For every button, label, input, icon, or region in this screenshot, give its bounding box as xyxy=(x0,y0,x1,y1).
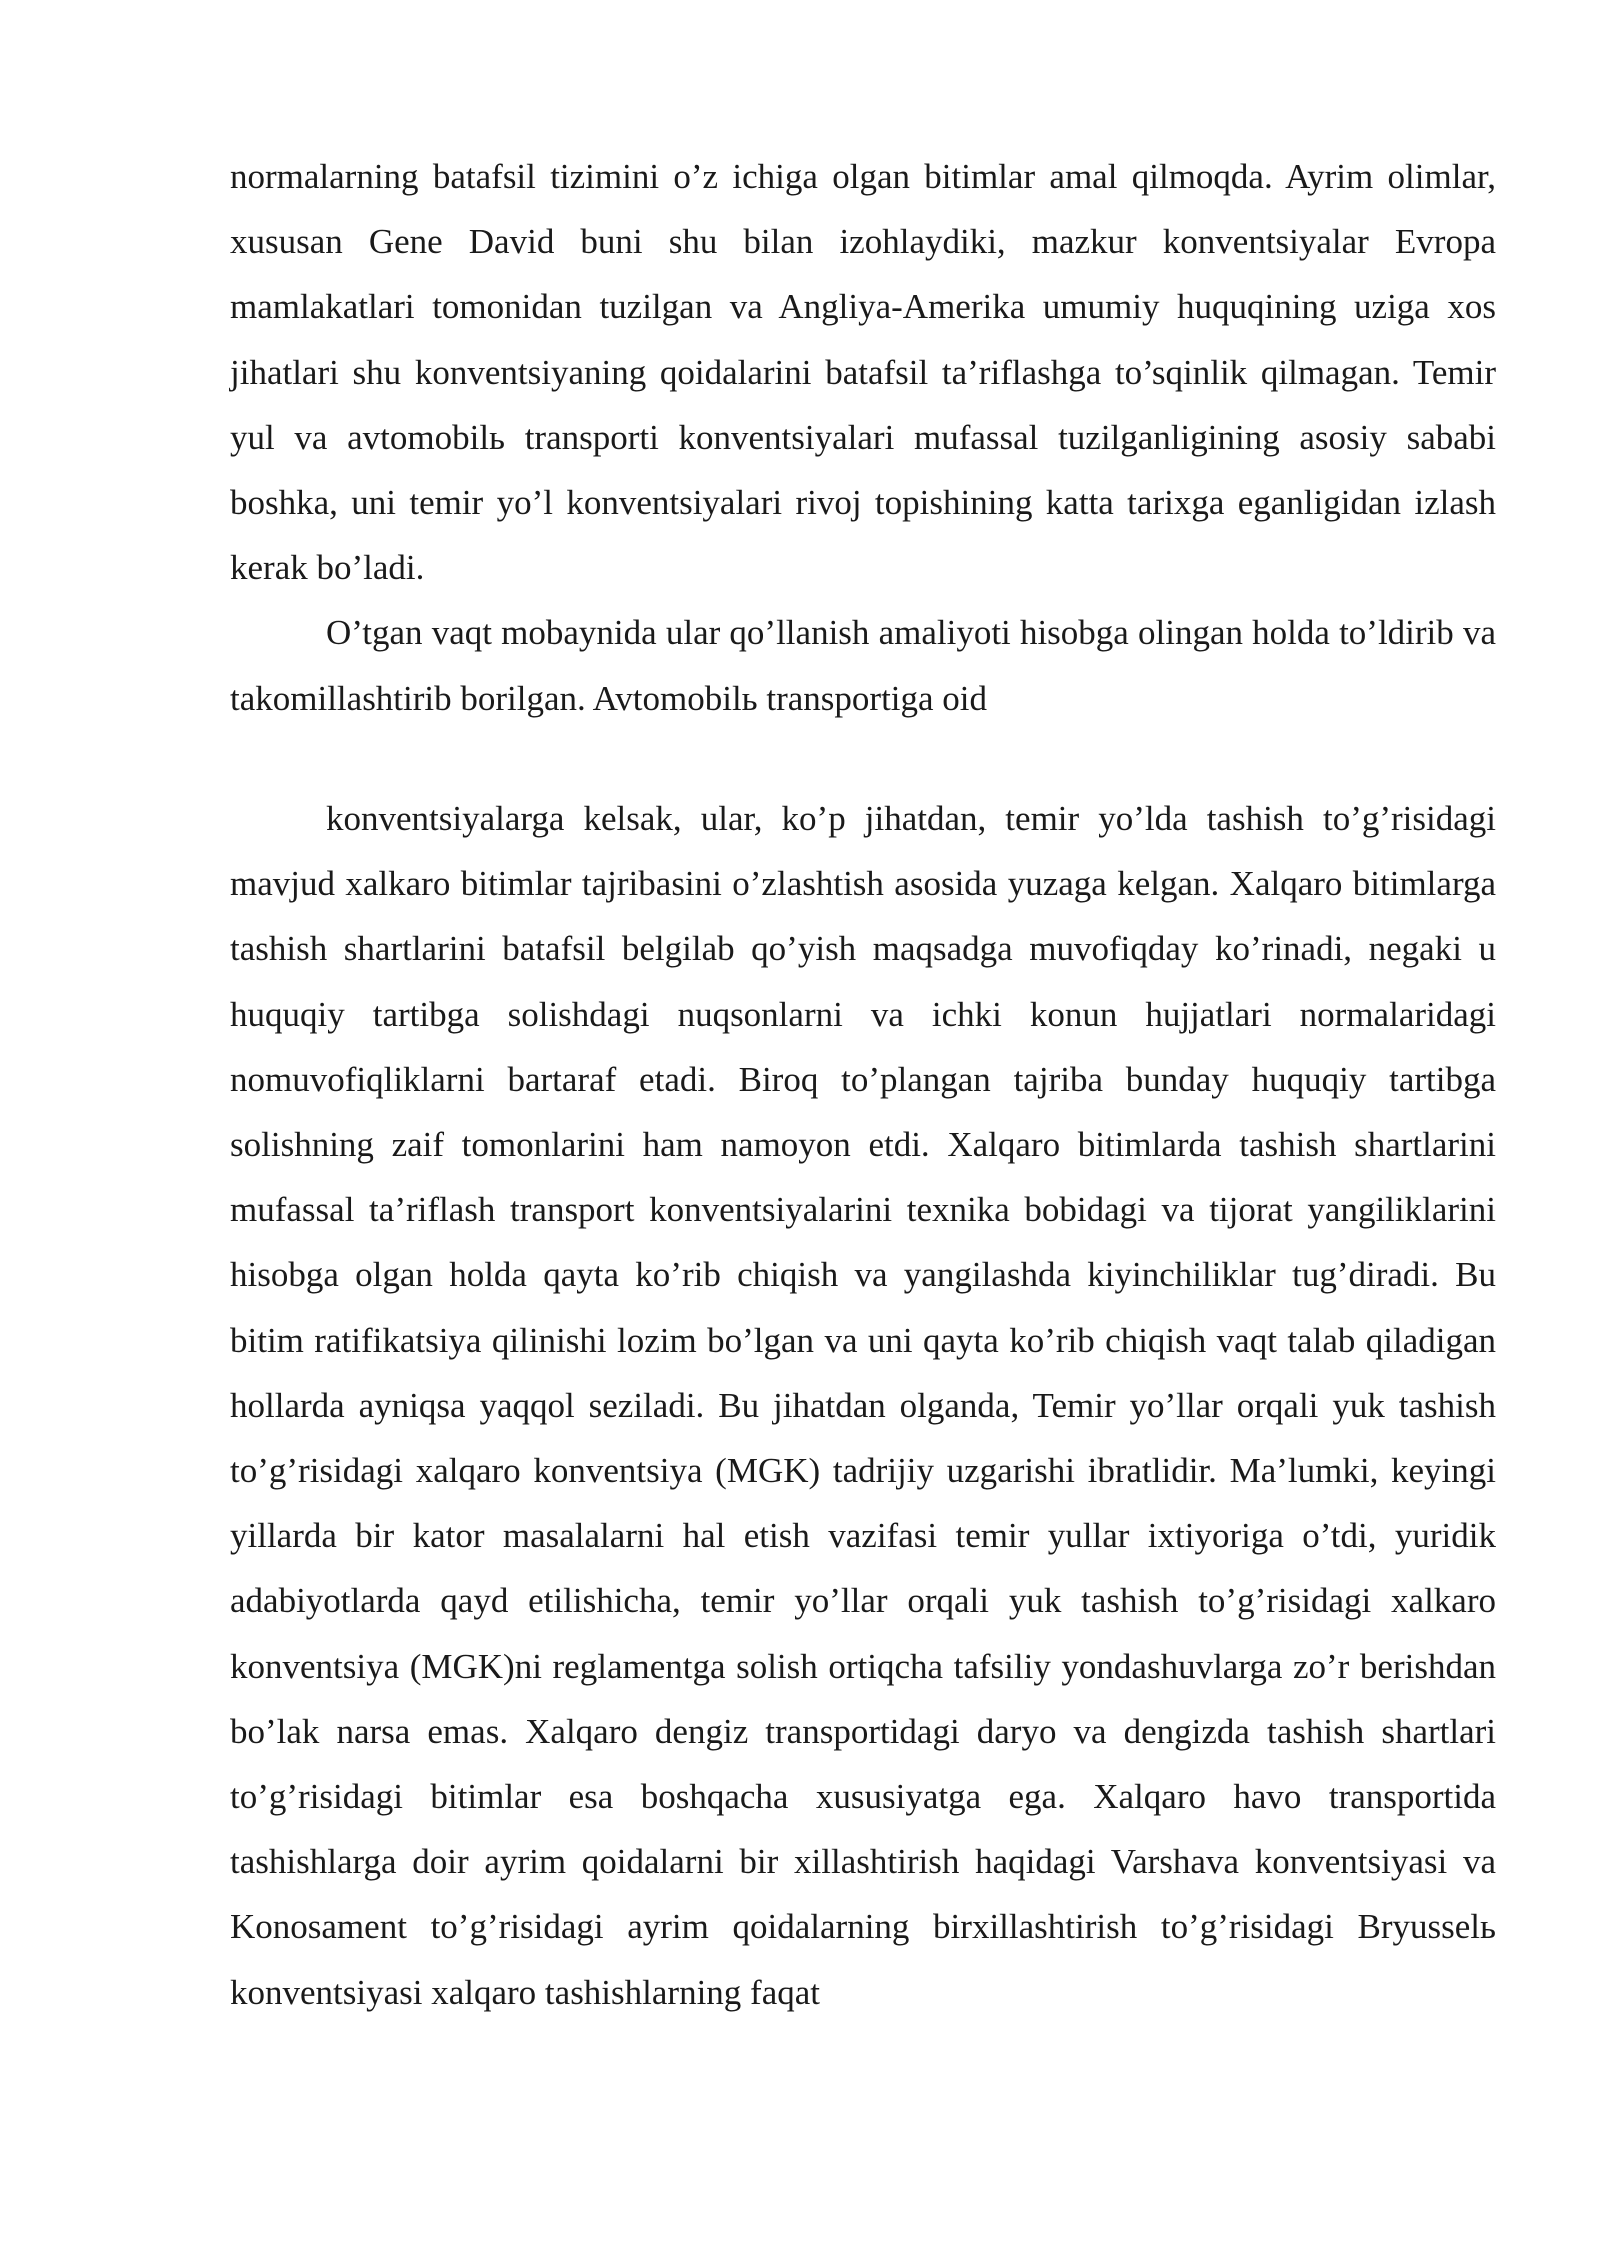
text-block-bottom xyxy=(230,786,1496,2025)
paragraph-konventsiyalarga: konventsiyalarga kelsak, ular, ko’p jihatdan, temir yo’lda tashish to’g’risidagi mavjud xalkaro bitimlar tajribasini o’zlashtish asosida yuzaga kelgan. Xalqaro bitimlarga tashish shartlarini batafsil belgilab qo’yish maqsadga muvofiqday ko’rinadi, negaki u huquqiy tartibga solishdagi nuqsonlarni va ichki konun hujjatlari normalaridagi nomuvofiqliklarni bartaraf etadi. Biroq to’plangan tajriba bunday huquqiy tartibga solishning zaif tomonlarini ham namoyon etdi. Xalqaro bitimlarda tashish shartlarini mufassal ta’riflash transport konventsiyalarini texnika bobidagi va tijorat yangiliklarini hisobga olgan holda qayta ko’rib chiqish va yangilashda kiyinchiliklar tug’diradi. Bu bitim ratifikatsiya qilinishi lozim bo’lgan va uni qayta ko’rib chiqish vaqt talab qiladigan hollarda ayniqsa yaqqol seziladi. Bu jihatdan olganda, Temir yo’llar orqali yuk tashish to’g’risidagi xalqaro konventsiya (MGK) tadrijiy uzgarishi ibratlidir. Ma’lumki, keyingi yillarda bir kator masalalarni hal etish vazifasi temir yullar ixtiyoriga o’tdi, yuridik adabiyotlarda qayd etilishicha, temir yo’llar orqali yuk tashish to’g’risidagi xalkaro konventsiya (MGK)ni reglamentga solish ortiqcha tafsiliy yondashuvlarga zo’r berishdan bo’lak narsa emas. Xalqaro dengiz transportidagi daryo va dengizda tashish shartlari to’g’risidagi bitimlar esa boshqacha xususiyatga ega. Xalqaro havo transportida tashishlarga doir ayrim qoidalarni bir xillashtirish haqidagi Varshava konventsiyasi va Konosament to’g’risidagi ayrim qoidalarning birxillashtirish to’g’risidagi Bryusselь konventsiyasi xalqaro tashishlarning faqat xyxy=(230,799,1496,2012)
paragraph-continued: normalarning batafsil tizimini o’z ichiga olgan bitimlar amal qilmoqda. Ayrim olimlar, xususan Gene David buni shu bilan izohlaydiki, mazkur konventsiyalar Evropa mamlakatlari tomonidan tuzilgan va Angliya-Amerika umumiy huquqining uziga xos jihatlari shu konventsiyaning qoidalarini batafsil ta’riflashga to’sqinlik qilmagan. Temir yul va avtomobilь transporti konventsiyalari mufassal tuzilganligining asosiy sababi boshka, uni temir yo’l konventsiyalari rivoj topishining katta tarixga eganligidan izlash kerak bo’ladi. xyxy=(230,157,1496,588)
text-block-top xyxy=(230,144,1496,731)
paragraph-otgan-vaqt: O’tgan vaqt mobaynida ular qo’llanish amaliyoti hisobga olingan holda to’ldirib va takomillashtirib borilgan. Avtomobilь transportiga oid xyxy=(230,613,1496,718)
